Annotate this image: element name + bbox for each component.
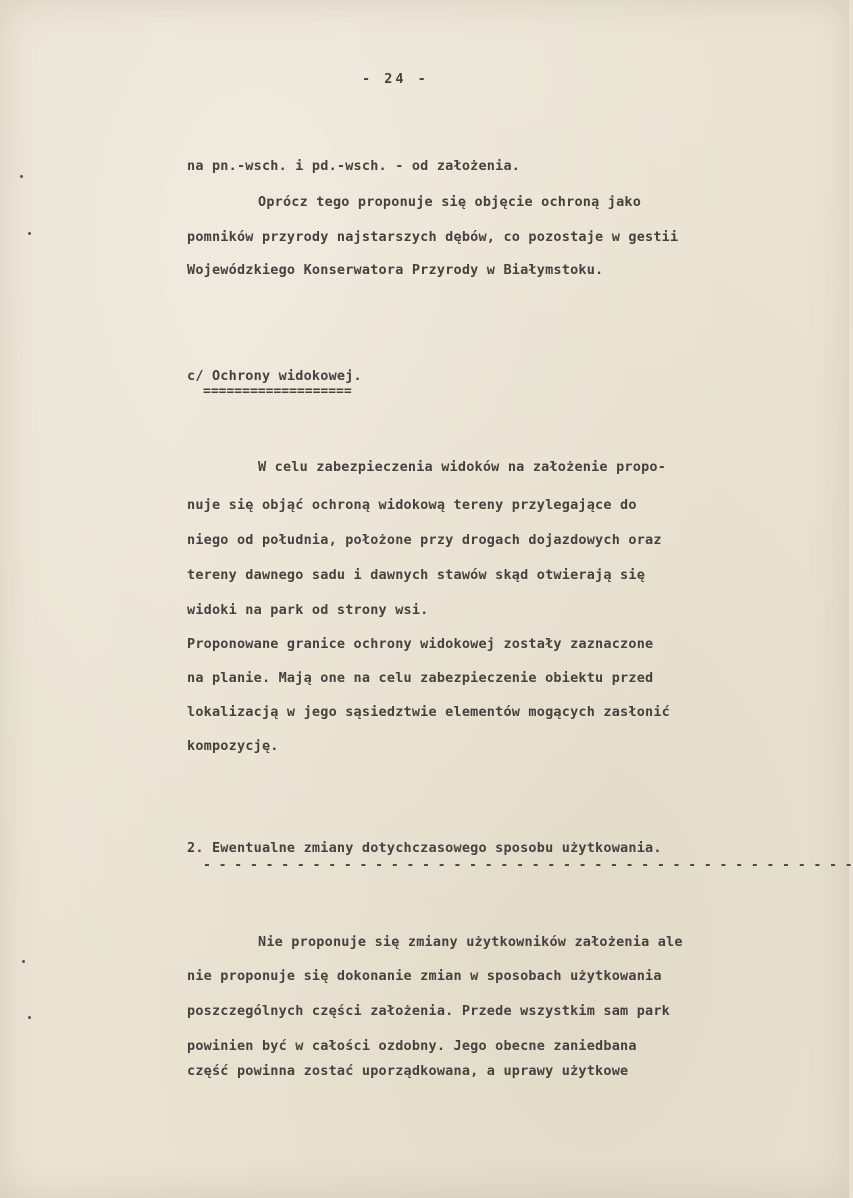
text-line: nuje się objąć ochroną widokową tereny przylegające do — [187, 497, 637, 513]
text-line: tereny dawnego sadu i dawnych stawów skąd otwierają się — [187, 567, 646, 583]
text-line: powinien być w całości ozdobny. Jego obecne zaniedbana — [187, 1038, 637, 1054]
section-heading: c/ Ochrony widokowej. — [187, 368, 362, 384]
margin-mark — [20, 175, 23, 178]
text-line: lokalizacją w jego sąsiedztwie elementów mogących zasłonić — [187, 704, 671, 720]
margin-mark — [22, 960, 25, 963]
text-line: część powinna zostać uporządkowana, a uprawy użytkowe — [187, 1063, 629, 1079]
margin-mark — [28, 1016, 31, 1019]
heading-underline: - - - - - - - - - - - - - - - - - - - - - - - - - - - - - - - - - - - - - - - - - - — [203, 858, 853, 873]
text-line: poszczególnych części założenia. Przede wszystkim sam park — [187, 1003, 671, 1019]
margin-mark — [28, 232, 31, 235]
text-line: W celu zabezpieczenia widoków na założenie propo- — [258, 459, 667, 475]
heading-underline: =================== — [203, 384, 352, 399]
text-line: Proponowane granice ochrony widokowej zostały zaznaczone — [187, 636, 654, 652]
text-line: Wojewódzkiego Konserwatora Przyrody w Białymstoku. — [187, 262, 604, 278]
text-line: pomników przyrody najstarszych dębów, co pozostaje w gestii — [187, 229, 679, 245]
text-line: Oprócz tego proponuje się objęcie ochroną jako — [258, 194, 642, 210]
section-heading: 2. Ewentualne zmiany dotychczasowego sposobu użytkowania. — [187, 840, 662, 856]
text-line: na planie. Mają one na celu zabezpieczenie obiektu przed — [187, 670, 654, 686]
page-number: - 24 - — [362, 71, 429, 87]
text-line: widoki na park od strony wsi. — [187, 602, 429, 618]
text-line: kompozycję. — [187, 738, 279, 754]
text-line: niego od południa, położone przy drogach dojazdowych oraz — [187, 532, 662, 548]
text-line: Nie proponuje się zmiany użytkowników założenia ale — [258, 934, 683, 950]
text-line: nie proponuje się dokonanie zmian w sposobach użytkowania — [187, 968, 662, 984]
text-line: na pn.-wsch. i pd.-wsch. - od założenia. — [187, 158, 521, 174]
